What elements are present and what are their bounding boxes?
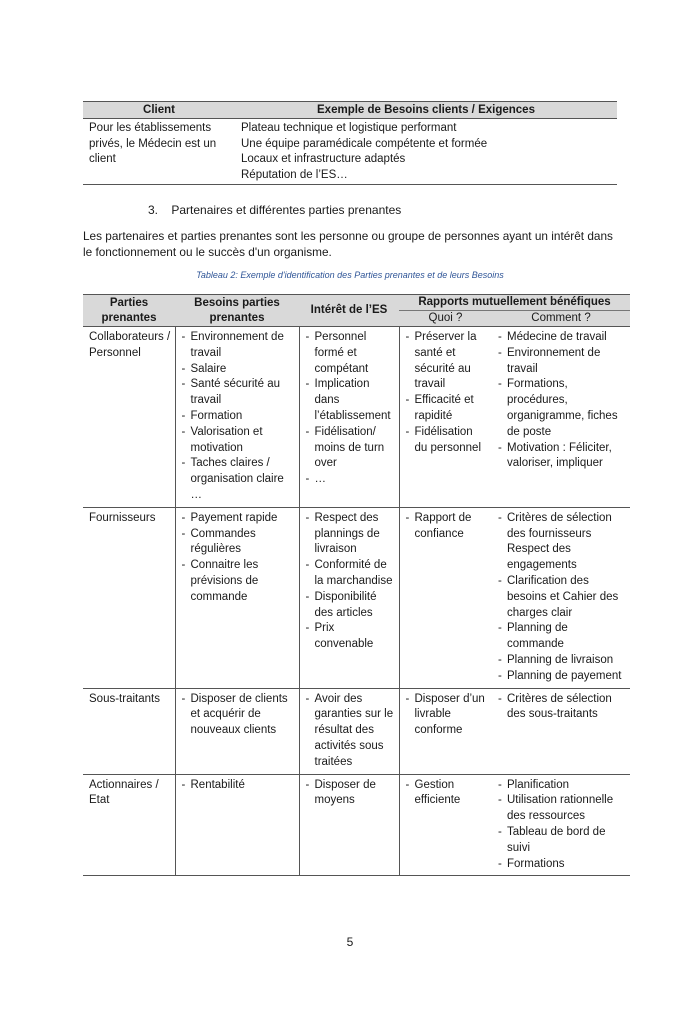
party-cell: Collaborateurs / Personnel [83,327,175,508]
besoins-header: Besoins parties prenantes [175,295,299,327]
list-item: - Planning de payement [498,669,626,685]
body-paragraph: Les partenaires et parties prenantes sont les personne ou groupe de personnes ayant un intérêt dans le fonctionnement ou le succès d'un organisme. [83,229,613,259]
need-line: Locaux et infrastructure adaptés [241,153,406,165]
table-row [83,119,617,185]
list-item: - Disponibilité des articles [306,590,395,622]
list-item: - Planning de livraison [498,653,626,669]
list-item: - Connaitre les prévisions de commande [182,558,295,605]
stakeholders-table-body [83,327,630,876]
list-item: - Environnement de travail [498,346,626,378]
list-item: - Santé sécurité au travail [182,377,295,409]
interet-cell [299,774,399,876]
list-item: - Fidélisation du personnel [406,425,489,457]
quoi-cell [399,688,492,774]
table-row [83,774,630,876]
list-item: - Formation [182,409,295,425]
list-item: - Avoir des garanties sur le résultat des activités sous traitées [306,692,395,771]
list-item: - Disposer de clients et acquérir de nouveaux clients [182,692,295,739]
list-item: - Prix convenable [306,621,395,653]
list-item: - Valorisation et motivation [182,425,295,457]
list-item: - Formations [498,857,626,873]
interet-cell [299,688,399,774]
client-needs-table [83,101,617,185]
rapports-header: Rapports mutuellement bénéfiques [399,295,630,311]
list-item: - Motivation : Féliciter, valoriser, impliquer [498,441,626,473]
client-line: client [89,153,116,165]
parties-header: Parties prenantes [83,295,175,327]
list-item: - Fidélisation/ moins de turn over [306,425,395,472]
list-item: - Respect des plannings de livraison [306,511,395,558]
needs-cell [235,119,617,185]
list-item: - Taches claires / organisation claire … [182,456,295,503]
besoins-cell [175,688,299,774]
list-item: - Personnel formé et compétant [306,330,395,377]
table-row [83,688,630,774]
list-item: - Critères de sélection des fournisseurs Respect des engagements [498,511,626,574]
party-cell: Actionnaires / Etat [83,774,175,876]
list-item: - Commandes régulières [182,527,295,559]
client-table-header [83,102,617,119]
party-cell: Fournisseurs [83,507,175,688]
list-item: - Payement rapide [182,511,295,527]
quoi-header: Quoi ? [399,311,492,327]
section-number: 3. [148,203,159,217]
needs-header: Exemple de Besoins clients / Exigences [235,102,617,119]
list-item: - Utilisation rationnelle des ressources [498,793,626,825]
comment-cell [492,688,630,774]
party-cell: Sous-traitants [83,688,175,774]
client-line: Pour les établissements [89,122,212,134]
page-number: 5 [346,935,354,949]
list-item: - Rentabilité [182,778,295,794]
list-item: - Environnement de travail [182,330,295,362]
list-item: - Médecine de travail [498,330,626,346]
list-item: - Planning de commande [498,621,626,653]
table-row [83,507,630,688]
stakeholders-header-row [83,295,630,311]
list-item: - Gestion efficiente [406,778,489,810]
besoins-cell [175,774,299,876]
list-item: - Disposer de moyens [306,778,395,810]
client-line: privés, le Médecin est un [89,137,217,150]
list-item: - … [306,472,395,488]
stakeholders-table [83,294,630,876]
list-item: - Rapport de confiance [406,511,489,543]
table-caption: Tableau 2: Exemple d'identification des Parties prenantes et de leurs Besoins [196,270,504,280]
interet-header: Intérêt de l’ES [299,295,399,327]
list-item: - Planification [498,778,626,794]
list-item: - Conformité de la marchandise [306,558,395,590]
client-header: Client [83,102,235,119]
section-heading [148,203,401,217]
list-item: - Efficacité et rapidité [406,393,489,425]
list-item: - Salaire [182,362,295,378]
quoi-cell [399,507,492,688]
comment-cell [492,327,630,508]
need-line: Plateau technique et logistique performant [241,122,457,134]
list-item: - Disposer d’un livrable conforme [406,692,489,739]
list-item: - Préserver la santé et sécurité au travail [406,330,489,393]
list-item: - Formations, procédures, organigramme, fiches de poste [498,377,626,440]
comment-cell [492,774,630,876]
quoi-cell [399,327,492,508]
need-line: Réputation de l’ES… [241,168,348,181]
comment-header: Comment ? [492,311,630,327]
quoi-cell [399,774,492,876]
need-line: Une équipe paramédicale compétente et formée [241,137,488,150]
section-title: Partenaires et différentes parties prenantes [171,203,402,217]
list-item: - Tableau de bord de suivi [498,825,626,857]
comment-cell [492,507,630,688]
besoins-cell [175,507,299,688]
interet-cell [299,327,399,508]
interet-cell [299,507,399,688]
besoins-cell [175,327,299,508]
list-item: - Implication dans l’établissement [306,377,395,424]
client-cell [83,119,235,185]
list-item: - Critères de sélection des sous-traitants [498,692,626,724]
list-item: - Clarification des besoins et Cahier des charges clair [498,574,626,621]
table-row [83,327,630,508]
